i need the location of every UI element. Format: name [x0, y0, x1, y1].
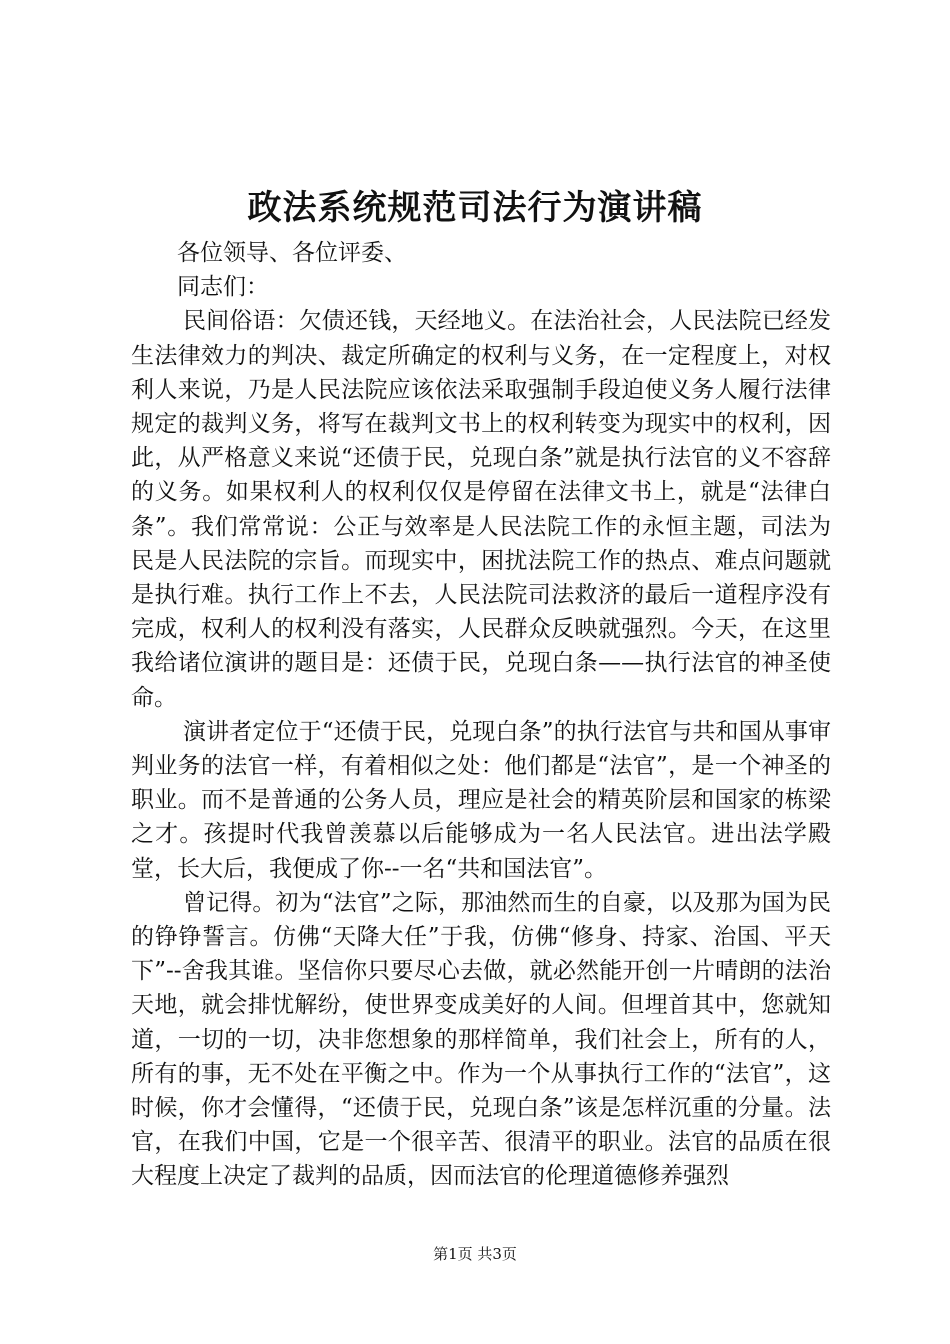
page-number-footer: 第1页 共3页	[433, 1245, 517, 1263]
greeting-line-2: 同志们：	[177, 274, 269, 301]
paragraph-3: 曾记得。初为“法官”之际，那油然而生的自豪，以及那为国为民的铮铮誓言。仿佛“天降大任”于我，仿佛“修身、持家、治国、平天下”--舍我其谁。坚信你只要尽心去做，就必然能开创一片晴朗的法治天地，就会排忧解纷，使世界变成美好的人间。但埋首其中，您就知道，一切的一切，决非您想象的那样简单，我们社会上，所有的人，所有的事，无不处在平衡之中。作为一个从事执行工作的“法官”，这时候，你才会懂得，“还债于民，兑现白条”该是怎样沉重的分量。法官，在我们中国，它是一个很辛苦、很清平的职业。法官的品质在很大程度上决定了裁判的品质，因而法官的伦理道德修养强烈	[131, 889, 831, 1190]
document-title: 政法系统规范司法行为演讲稿	[247, 188, 703, 228]
paragraph-2: 演讲者定位于“还债于民，兑现白条”的执行法官与共和国从事审判业务的法官一样，有着相似之处：他们都是“法官”，是一个神圣的职业。而不是普通的公务人员，理应是社会的精英阶层和国家的栋梁之才。孩提时代我曾羡慕以后能够成为一名人民法官。进出法学殿堂，长大后，我便成了你--一名“共和国法官”。	[131, 718, 831, 882]
paragraph-1: 民间俗语：欠债还钱，天经地义。在法治社会，人民法院已经发生法律效力的判决、裁定所确定的权利与义务，在一定程度上，对权利人来说，乃是人民法院应该依法采取强制手段迫使义务人履行法律规定的裁判义务，将写在裁判文书上的权利转变为现实中的权利，因此，从严格意义来说“还债于民，兑现白条”就是执行法官的义不容辞的义务。如果权利人的权利仅仅是停留在法律文书上，就是“法律白条”。我们常常说：公正与效率是人民法院工作的永恒主题，司法为民是人民法院的宗旨。而现实中，困扰法院工作的热点、难点问题就是执行难。执行工作上不去，人民法院司法救济的最后一道程序没有完成，权利人的权利没有落实，人民群众反映就强烈。今天，在这里我给诸位演讲的题目是：还债于民，兑现白条——执行法官的神圣使命。	[131, 308, 831, 711]
document-body	[131, 236, 831, 1194]
greeting-line-1: 各位领导、各位评委、	[177, 240, 407, 266]
